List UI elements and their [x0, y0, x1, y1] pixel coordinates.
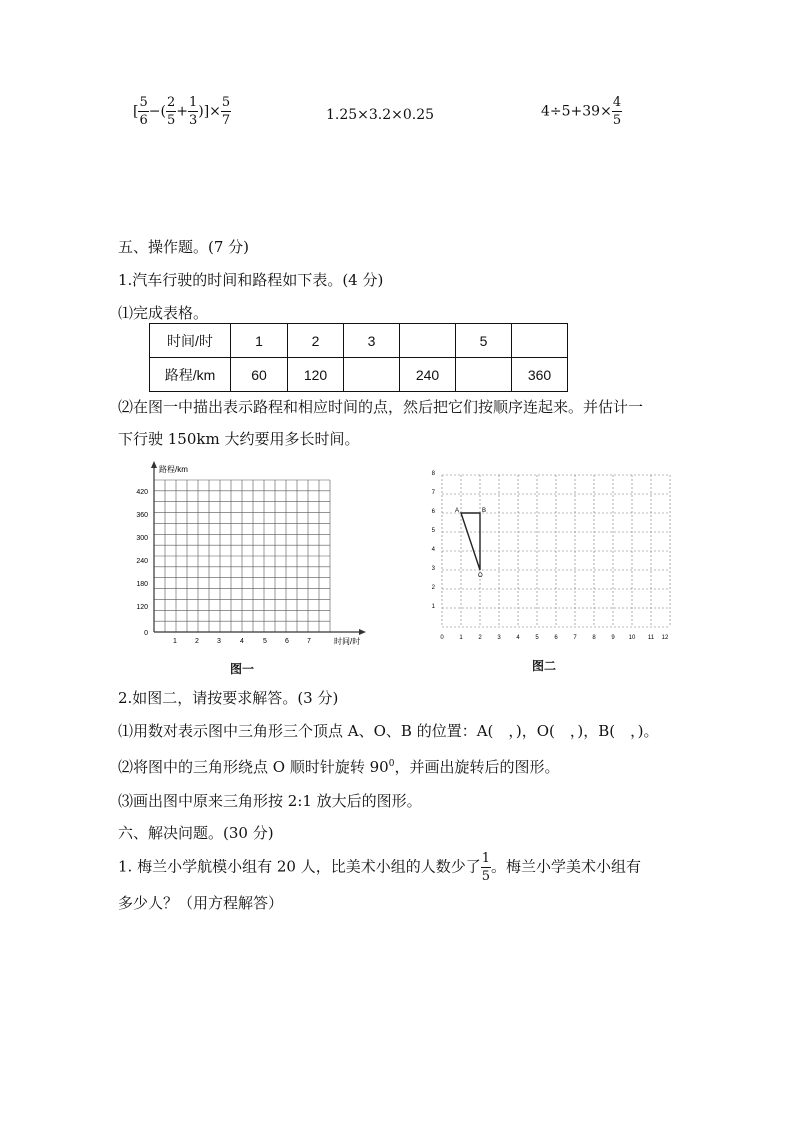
operator: +	[176, 103, 188, 120]
bracket-open: [	[133, 103, 139, 120]
table-cell[interactable]	[400, 324, 456, 358]
operator: )]×	[198, 103, 221, 120]
question-1: 1.汽车行驶的时间和路程如下表。(4 分)	[118, 271, 384, 289]
y-tick: 120	[136, 604, 148, 611]
text: 1. 梅兰小学航模小组有 20 人，比美术小组的人数少了	[118, 857, 481, 876]
grid-lines	[442, 475, 670, 627]
y-tick: 300	[136, 535, 148, 542]
x-tick: 2	[478, 635, 482, 641]
x-tick: 4	[240, 638, 244, 645]
text: 。梅兰小学美术小组有	[491, 857, 642, 876]
table-cell[interactable]	[456, 358, 512, 392]
figure-1-caption: 图一	[230, 662, 255, 676]
y-axis-arrow-icon	[151, 461, 157, 468]
y-tick: 1	[431, 604, 435, 610]
table-cell[interactable]	[344, 358, 400, 392]
table-cell: 时间/时	[150, 324, 231, 358]
question-2-part-1: ⑴用数对表示图中三角形三个顶点 A、O、B 的位置：A( ，)，O( ，)，B( ，)。	[118, 722, 659, 740]
text: ⑵将图中的三角形绕点 O 顺时针旋转 90	[118, 758, 389, 776]
y-tick: 5	[431, 528, 435, 534]
table-row	[150, 358, 568, 392]
time-distance-table	[149, 323, 568, 392]
x-tick: 6	[554, 635, 558, 641]
fraction: $\frac{4}{5}$	[612, 95, 622, 128]
y-tick: 420	[136, 489, 148, 496]
table-cell: 120	[288, 358, 344, 392]
problem-1-line-1	[118, 852, 641, 883]
x-tick: 1	[459, 635, 463, 641]
table-cell: 3	[344, 324, 400, 358]
y-tick: 3	[431, 566, 435, 572]
y-tick: 0	[144, 630, 148, 637]
x-tick: 1	[173, 638, 177, 645]
y-tick: 6	[431, 509, 435, 515]
table-row	[150, 324, 568, 358]
x-tick: 12	[661, 635, 669, 641]
y-tick: 7	[431, 490, 435, 496]
x-tick: 7	[573, 635, 577, 641]
expression-3	[541, 96, 622, 127]
table-cell: 240	[400, 358, 456, 392]
expression-1	[133, 96, 231, 127]
table-cell[interactable]	[512, 324, 568, 358]
point-label-b: B	[482, 508, 487, 514]
degree-sup: 0	[388, 759, 395, 769]
text: ，并画出旋转后的图形。	[394, 758, 560, 776]
x-axis-label: 时间/时	[334, 637, 361, 646]
figure-2-grid[interactable]	[424, 462, 674, 652]
section-heading-6: 六、解决问题。(30 分)	[118, 824, 274, 842]
expression-2: 1.25×3.2×0.25	[326, 107, 435, 123]
y-tick: 240	[136, 558, 148, 565]
fraction: $\frac{1}{5}$	[481, 851, 490, 884]
x-tick: 10	[628, 635, 636, 641]
question-2: 2.如图二，请按要求解答。(3 分)	[118, 689, 339, 707]
fraction: $\frac{2}{5}$	[166, 95, 176, 128]
x-tick: 7	[307, 638, 311, 645]
fraction: $\frac{5}{7}$	[221, 95, 231, 128]
y-tick: 4	[431, 547, 435, 553]
question-1-part-2b: 下行驶 150km 大约要用多长时间。	[118, 430, 360, 448]
problem-1-line-2: 多少人？（用方程解答）	[118, 894, 284, 912]
triangle-aob	[461, 513, 480, 570]
table-cell: 360	[512, 358, 568, 392]
x-tick: 9	[611, 635, 615, 641]
y-axis-label: 路程/km	[159, 465, 188, 474]
fraction: $\frac{1}{3}$	[188, 95, 198, 128]
question-2-part-2	[118, 756, 559, 777]
question-1-part-1: ⑴完成表格。	[118, 304, 209, 322]
table-cell: 2	[288, 324, 344, 358]
table-cell: 路程/km	[150, 358, 231, 392]
figure-2-caption: 图二	[532, 659, 557, 673]
x-tick: 11	[647, 635, 655, 641]
question-1-part-2a: ⑵在图一中描出表示路程和相应时间的点，然后把它们按顺序连起来。并估计一	[118, 398, 644, 416]
grid-lines	[154, 480, 330, 632]
x-tick: 4	[516, 635, 520, 641]
point-label-a: A	[455, 508, 460, 514]
table-cell: 5	[456, 324, 512, 358]
figure-1-grid[interactable]	[130, 460, 370, 660]
y-tick: 8	[431, 471, 435, 477]
y-tick: 360	[136, 512, 148, 519]
x-tick: 5	[535, 635, 539, 641]
point-label-o: O	[478, 573, 483, 579]
x-tick: 3	[217, 638, 221, 645]
x-tick: 5	[263, 638, 267, 645]
x-tick: 0	[440, 635, 444, 641]
operator: −(	[148, 103, 166, 120]
x-tick: 3	[497, 635, 501, 641]
expression-text: 4÷5+39×	[541, 103, 612, 120]
question-2-part-3: ⑶画出图中原来三角形按 2:1 放大后的图形。	[118, 792, 422, 810]
x-axis-arrow-icon	[359, 629, 366, 635]
table-cell: 1	[231, 324, 288, 358]
y-tick: 180	[136, 581, 148, 588]
fraction: $\frac{5}{6}$	[139, 95, 148, 128]
table-cell: 60	[231, 358, 288, 392]
section-heading-5: 五、操作题。(7 分)	[118, 238, 250, 256]
x-tick: 8	[592, 635, 596, 641]
y-tick: 2	[431, 585, 435, 591]
x-tick: 2	[195, 638, 199, 645]
x-tick: 6	[285, 638, 289, 645]
